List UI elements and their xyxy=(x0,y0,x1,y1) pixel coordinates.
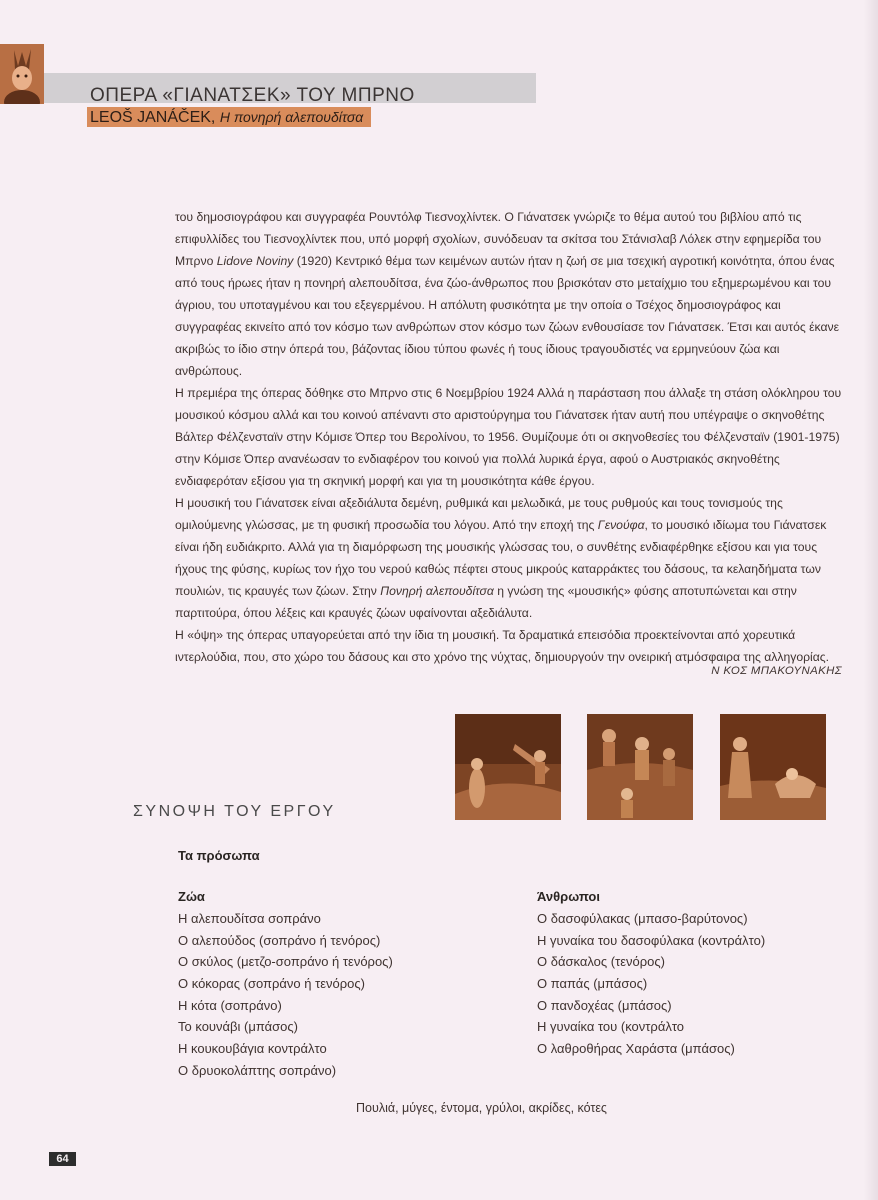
article-body xyxy=(175,206,845,668)
text-run: Η μουσική του Γιάνατσεκ είναι αξεδιάλυτα δεμένη, ρυθμικά και μελωδικά, με τους ρυθμούς και τους τονισμούς της ομιλούμενης γλώσσας, με τη φυσική προσωδία του λόγου. Από την εποχή της xyxy=(175,496,783,532)
animal-role: Η αλεπουδίτσα σοπράνο xyxy=(178,911,321,926)
animals-column xyxy=(178,886,498,1082)
page-header-title: ΟΠΕΡΑ «ΓΙΑΝΑΤΣΕΚ» ΤΟΥ ΜΠΡΝΟ xyxy=(90,85,415,106)
production-photo-2 xyxy=(587,714,693,820)
animal-role: Ο κόκορας (σοπράνο ή τενόρος) xyxy=(178,976,365,992)
header-thumbnail-image xyxy=(0,44,44,104)
animal-role: Το κουνάβι (μπάσος) xyxy=(178,1019,298,1035)
synopsis-heading: ΣΥΝΟΨΗ ΤΟΥ ΕΡΓΟΥ xyxy=(133,803,336,820)
animal-role: Ο σκύλος (μετζο-σοπράνο ή τενόρος) xyxy=(178,954,393,970)
page-edge-shadow xyxy=(864,0,878,1200)
page-header-subtitle xyxy=(87,107,371,127)
humans-heading: Άνθρωποι xyxy=(537,889,600,904)
humans-column xyxy=(537,886,857,1060)
composer-name: LEOŠ JANÁČEK, xyxy=(90,109,216,126)
human-role: Η γυναίκα του (κοντράλτο xyxy=(537,1019,685,1035)
human-role: Ο δασοφύλακας (μπασο-βαρύτονος) xyxy=(537,911,748,926)
italic-title: Πονηρή αλεπουδίτσα xyxy=(380,584,494,598)
human-role: Ο λαθροθήρας Χαράστα (μπάσος) xyxy=(537,1041,735,1057)
animal-role: Ο δρυοκολάπτης σοπράνο) xyxy=(178,1062,337,1078)
production-photo-3 xyxy=(720,714,826,820)
footnote-minor-roles: Πουλιά, μύγες, έντομα, γρύλοι, ακρίδες, κότες xyxy=(356,1101,607,1115)
text-run: του δημοσιογράφου και συγγραφέα Ρουντόλφ Τιεσνοχλίντεκ. Ο Γιάνατσεκ γνώριζε το θέμα αυτού του βιβλίου από τις επιφυλλίδες του Τιεσνοχλίντεκ που, υπό μορφή σχολίων, συνόδευαν τα σκίτσα του Στάνισλαβ Λόλεκ στην εφημερίδα του Μπρνο xyxy=(175,210,822,268)
article-paragraph xyxy=(175,382,845,492)
article-paragraph xyxy=(175,206,845,382)
human-role: Ο δάσκαλος (τενόρος) xyxy=(537,954,665,970)
human-role: Ο παπάς (μπάσος) xyxy=(537,976,648,992)
text-run: (1920) Κεντρικό θέμα των κειμένων αυτών ήταν η ζωή σε μια τσεχική αγροτική κοινότητα, όπου ένας από τους ήρωες ήταν η πονηρή αλεπουδίτσα, ένα ζώο-άνθρωπος που βρισκόταν στο μεταίχμιο του εξημερωμένου και του άγριου, του υποταγμένου και του εξεγερμένου. Η απόλυτη φυσικότητα με την οποία ο Τσέχος δημοσιογράφος και συγγραφέας εκινείτο από τον κόσμο των ανθρώπων στον κόσμο των ζώων ενθουσίασε τον Γιάνατσεκ. Έτσι και αυτός έκανε ακριβώς το ίδιο στην όπερά του, βάζοντας ίδιου τύπου φωνές ή τους ίδιους τραγουδιστές να ερμηνεύουν ζώα και ανθρώπους. xyxy=(175,254,840,378)
text-run: η γνώση της «μουσικής» φύσης αποτυπώνεται και στην παρτιτούρα, όπου λέξεις και κραυγές ζώων υφαίνονται αξεδιάλυτα. xyxy=(175,584,797,620)
article-paragraph xyxy=(175,624,845,668)
animal-role: Ο αλεπούδος (σοπράνο ή τενόρος) xyxy=(178,932,381,948)
animals-heading: Ζώα xyxy=(178,889,205,904)
author-signature: Ν ΚΟΣ ΜΠΑΚΟΥΝΑΚΗΣ xyxy=(711,665,842,677)
italic-title: Γενούφα xyxy=(597,518,645,532)
animal-role: Η κότα (σοπράνο) xyxy=(178,997,282,1013)
animal-role: Η κουκουβάγια κοντράλτο xyxy=(178,1041,327,1057)
text-run: , το μουσικό ιδίωμα του Γιάνατσεκ είναι ήδη ευδιάκριτο. Αλλά για τη διαμόρφωση της μουσικής γλώσσας του, ο συνθέτης ενδιαφέρθηκε εξίσου και για τους ήχους της φύσης, κυρίως τον ήχο του νερού καθώς πέφτει στους μικρούς καταρράκτες του δάσους, τα κελαηδήματα των πουλιών, τις κραυγές των ζώων. Στην xyxy=(175,518,827,598)
italic-title: Lidove Noviny xyxy=(216,254,294,268)
text-run: Η «όψη» της όπερας υπαγορεύεται από την ίδια τη μουσική. Τα δραματικά επεισόδια προεκτείνονται από χορευτικά ιντερλούδια, που, στο χώρο του δάσους και στο χρόνο της νύχτας, δημιουργούν την ονειρική ατμόσφαιρα της αλληγορίας. xyxy=(175,628,830,664)
human-role: Ο πανδοχέας (μπάσος) xyxy=(537,997,672,1013)
text-run: Η πρεμιέρα της όπερας δόθηκε στο Μπρνο στις 6 Νοεμβρίου 1924 Αλλά η παράσταση που άλλαξε τη στάση ολόκληρου του μουσικού κόσμου αλλά και του κοινού απέναντι στο αριστούργημα του Γιάνατσεκ ήταν αυτή που υπέγραψε ο σκηνοθέτης Βάλτερ Φέλζενσταϊν στην Κόμισε Όπερ του Βερολίνου, το 1956. Θυμίζουμε ότι οι σκηνοθεσίες του Φέλζενσταϊν (1901-1975) στην Κόμισε Όπερ ανανέωσαν το ενδιαφέρον του κοινού για πολλά λυρικά έργα, αφού ο Αυστριακός σκηνοθέτης ενδιαφερόταν εξίσου για τη σκηνική μορφή και για τη μουσικότητα κάθε έργου. xyxy=(175,386,842,488)
cast-heading: Τα πρόσωπα xyxy=(178,848,260,863)
production-photo-1 xyxy=(455,714,561,820)
human-role: Η γυναίκα του δασοφύλακα (κοντράλτο) xyxy=(537,932,766,948)
page-number: 64 xyxy=(49,1152,76,1166)
work-title: Η πονηρή αλεπουδίτσα xyxy=(219,109,364,125)
article-paragraph xyxy=(175,492,845,624)
